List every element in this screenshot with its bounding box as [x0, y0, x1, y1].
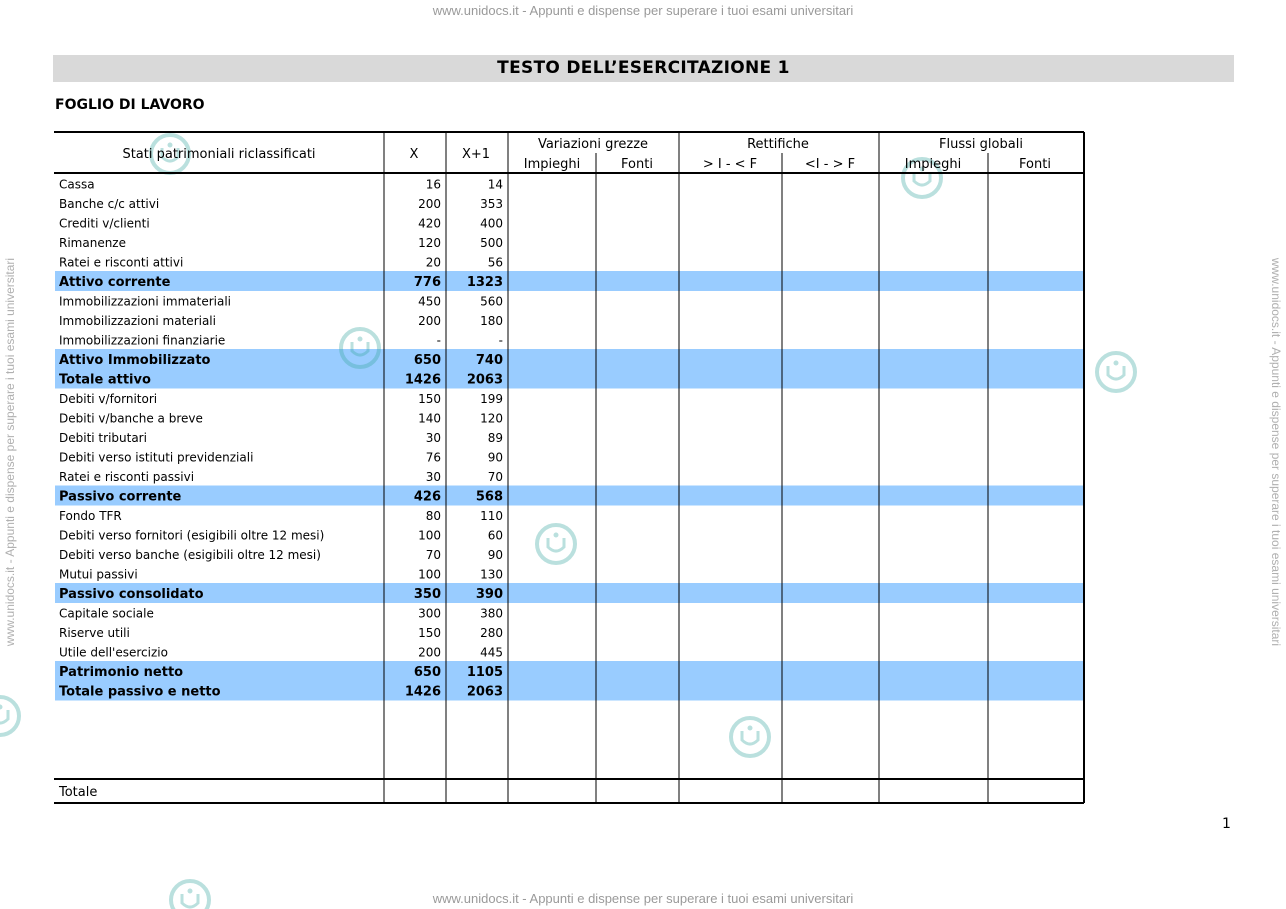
value-x: 100	[418, 567, 441, 582]
value-x: 20	[425, 255, 441, 270]
watermark-logo-icon	[171, 881, 209, 909]
value-x: 140	[418, 411, 441, 426]
total-row-band	[55, 369, 1084, 389]
value-x: 76	[425, 450, 441, 465]
value-x: 650	[413, 353, 441, 368]
value-x1: 560	[480, 294, 503, 309]
footer-total-label: Totale	[59, 785, 98, 800]
value-x1: 199	[480, 392, 503, 406]
value-x: 420	[418, 216, 441, 231]
row-label: Rimanenze	[59, 236, 126, 250]
header-flussi: Flussi globali	[939, 137, 1023, 152]
watermark-logo-icon	[1097, 353, 1135, 391]
value-x1: 500	[480, 236, 503, 250]
watermark-left: www.unidocs.it - Appunti e dispense per superare i tuoi esami universitari	[3, 257, 17, 647]
page-number: 1	[1222, 816, 1231, 832]
value-x1: 120	[480, 411, 503, 426]
total-row-band	[55, 661, 1084, 681]
row-label: Debiti v/fornitori	[59, 392, 158, 406]
value-x: -	[436, 333, 441, 348]
row-label: Attivo Immobilizzato	[59, 353, 211, 368]
value-x: 150	[418, 392, 441, 406]
header-x: X	[409, 147, 419, 162]
value-x1: 180	[480, 314, 503, 328]
value-x1: 14	[487, 177, 503, 192]
value-x: 150	[418, 626, 441, 640]
value-x1: 445	[480, 645, 503, 660]
value-x1: 110	[480, 509, 503, 523]
row-label: Passivo corrente	[59, 489, 182, 505]
value-x: 200	[418, 197, 441, 211]
row-label: Ratei e risconti passivi	[59, 470, 195, 484]
row-label: Utile dell'esercizio	[59, 645, 168, 660]
value-x: 1426	[404, 684, 441, 700]
value-x: 200	[418, 314, 441, 328]
value-x1: 1105	[466, 665, 503, 680]
value-x1: 56	[487, 255, 503, 270]
value-x1: 380	[480, 606, 503, 621]
value-x: 650	[413, 665, 441, 680]
watermark-logo-icon	[0, 697, 19, 735]
row-label: Immobilizzazioni immateriali	[59, 294, 232, 309]
value-x1: 2063	[466, 684, 503, 700]
row-label: Totale attivo	[59, 372, 151, 388]
value-x: 16	[425, 177, 441, 192]
header-variazioni: Variazioni grezze	[537, 137, 649, 152]
header-ret-2: <I - > F	[804, 157, 856, 172]
value-x1: 568	[475, 489, 503, 505]
value-x1: 1323	[466, 275, 503, 290]
value-x: 1426	[404, 372, 441, 388]
value-x1: 390	[475, 587, 503, 602]
header-stati: Stati patrimoniali riclassificati	[122, 147, 316, 162]
row-label: Debiti v/banche a breve	[59, 411, 203, 426]
watermark-logo-icon	[537, 525, 575, 563]
value-x: 100	[418, 528, 441, 543]
header-var-impieghi: Impieghi	[523, 157, 581, 172]
row-label: Debiti verso fornitori (esigibili oltre 12 mesi)	[59, 528, 325, 543]
section-title: FOGLIO DI LAVORO	[55, 97, 205, 113]
value-x: 70	[425, 548, 441, 562]
total-row-band	[55, 486, 1084, 506]
value-x: 30	[425, 431, 441, 445]
row-label: Ratei e risconti attivi	[59, 255, 184, 270]
row-label: Immobilizzazioni materiali	[59, 314, 216, 328]
row-label: Passivo consolidato	[59, 587, 204, 602]
value-x1: 90	[487, 548, 503, 562]
row-label: Fondo TFR	[59, 509, 122, 523]
value-x1: -	[498, 333, 503, 348]
value-x: 450	[418, 294, 441, 309]
value-x1: 2063	[466, 372, 503, 388]
value-x: 776	[413, 275, 441, 290]
value-x: 200	[418, 645, 441, 660]
watermark-top: www.unidocs.it - Appunti e dispense per superare i tuoi esami universitari	[432, 3, 854, 18]
value-x: 350	[413, 587, 441, 602]
value-x1: 280	[480, 626, 503, 640]
value-x1: 130	[480, 567, 503, 582]
value-x: 300	[418, 606, 441, 621]
value-x1: 89	[487, 431, 503, 445]
watermark-bottom: www.unidocs.it - Appunti e dispense per superare i tuoi esami universitari	[432, 891, 854, 906]
row-label: Patrimonio netto	[59, 665, 184, 680]
row-label: Capitale sociale	[59, 606, 154, 621]
value-x1: 60	[487, 528, 503, 543]
total-row-band	[55, 271, 1084, 291]
watermark-right: www.unidocs.it - Appunti e dispense per superare i tuoi esami universitari	[1269, 257, 1283, 647]
row-label: Riserve utili	[59, 626, 130, 640]
header-var-fonti: Fonti	[621, 157, 653, 172]
value-x: 120	[418, 236, 441, 250]
value-x: 80	[425, 509, 441, 523]
value-x1: 353	[480, 197, 503, 211]
row-label: Immobilizzazioni finanziarie	[59, 333, 226, 348]
row-label: Totale passivo e netto	[59, 684, 221, 700]
header-x1: X+1	[461, 147, 491, 162]
value-x: 30	[425, 470, 441, 484]
watermark-logo-icon	[731, 718, 769, 756]
header-rettifiche: Rettifiche	[747, 137, 809, 152]
page-title: TESTO DELL’ESERCITAZIONE 1	[497, 58, 790, 78]
row-label: Banche c/c attivi	[59, 197, 160, 211]
total-row-band	[55, 583, 1084, 603]
row-label: Crediti v/clienti	[59, 216, 150, 231]
header-ret-1: > I - < F	[702, 157, 758, 172]
row-label: Cassa	[59, 177, 95, 192]
value-x1: 400	[480, 216, 503, 231]
row-label: Attivo corrente	[59, 275, 171, 290]
row-label: Mutui passivi	[59, 567, 138, 582]
header-flussi-impieghi: Impieghi	[904, 157, 962, 172]
value-x: 426	[413, 489, 441, 505]
row-label: Debiti verso istituti previdenziali	[59, 450, 254, 465]
value-x1: 740	[475, 353, 503, 368]
value-x1: 70	[487, 470, 503, 484]
header-flussi-fonti: Fonti	[1019, 157, 1051, 172]
value-x1: 90	[487, 450, 503, 465]
row-label: Debiti verso banche (esigibili oltre 12 mesi)	[59, 548, 321, 562]
row-label: Debiti tributari	[59, 431, 147, 445]
